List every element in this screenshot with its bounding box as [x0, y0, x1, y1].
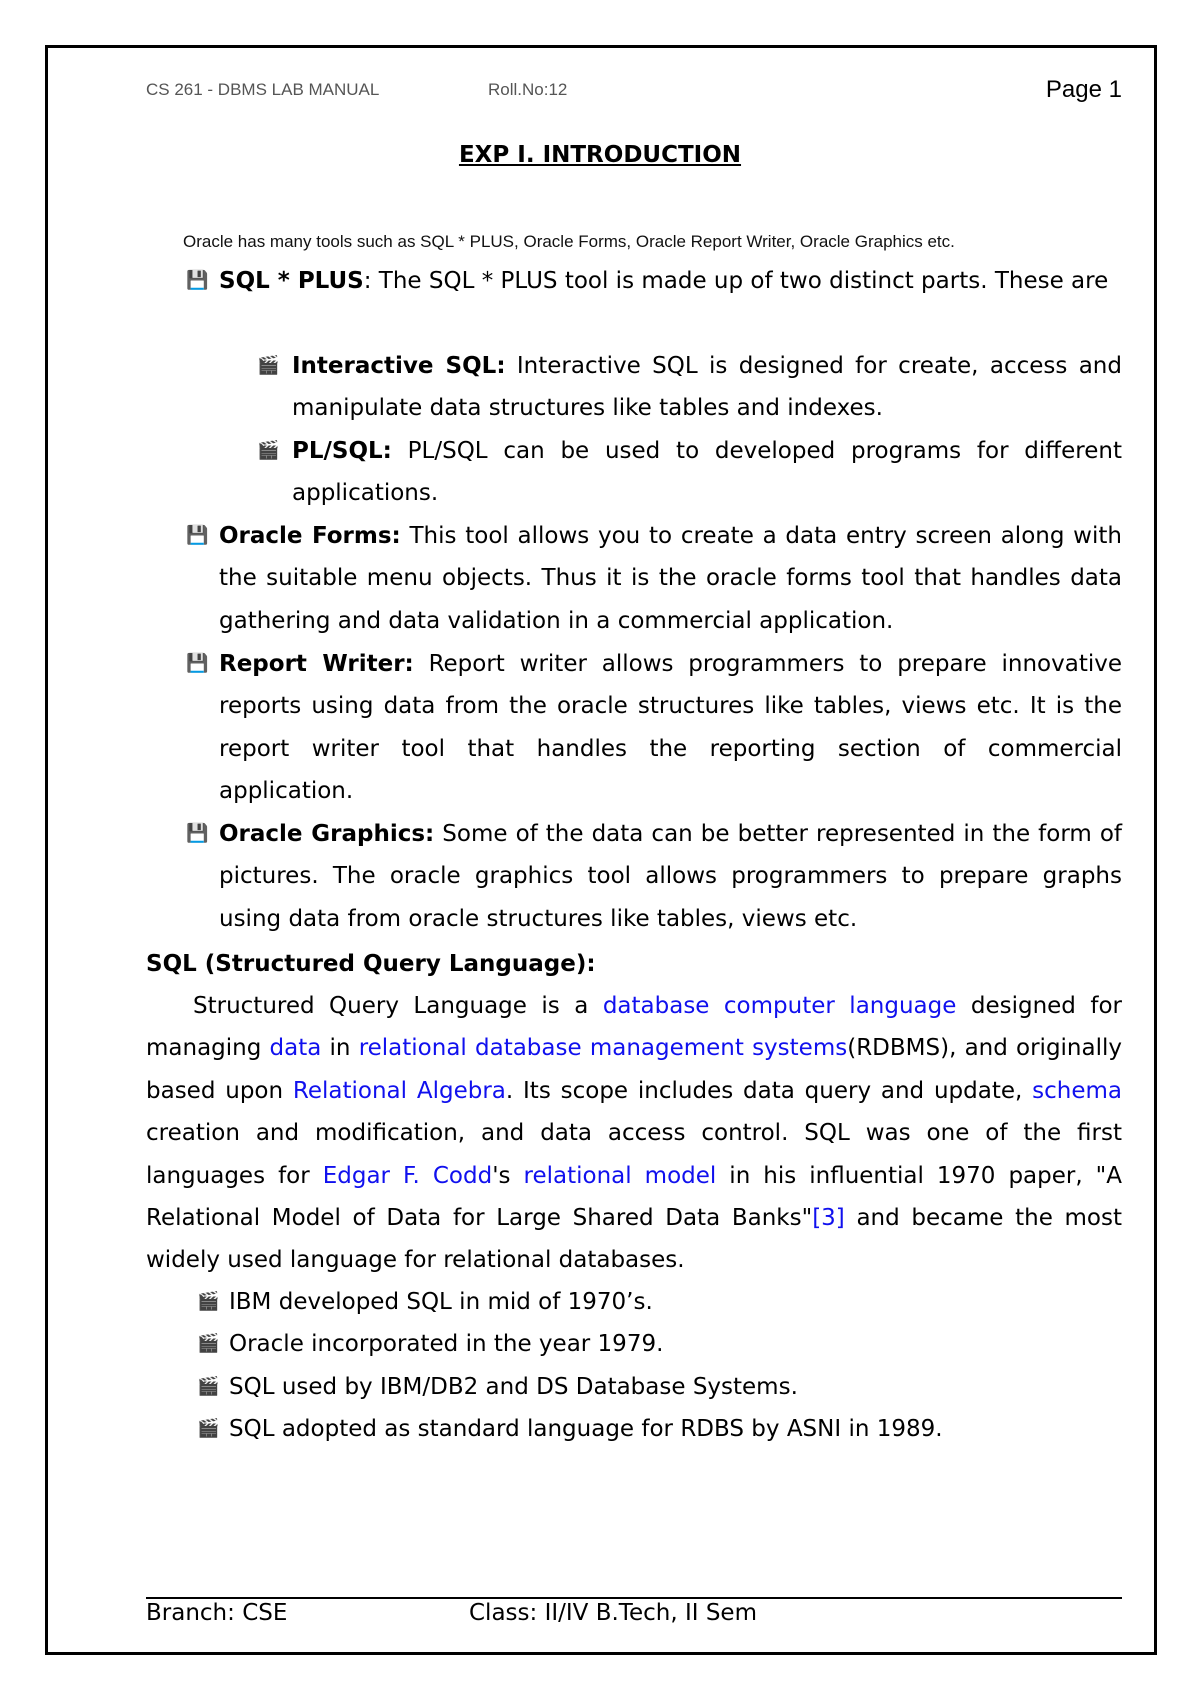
list-item-sql-plus — [219, 260, 1122, 302]
link-schema[interactable]: schema — [1032, 1077, 1123, 1104]
clapperboard-icon: 🎬 — [197, 1418, 220, 1439]
term: PL/SQL: — [292, 438, 392, 464]
link-data[interactable]: data — [269, 1035, 322, 1062]
floppy-disk-icon: 💾 — [186, 653, 209, 674]
list-item-oracle-graphics — [219, 813, 1122, 940]
list-item-interactive-sql — [292, 345, 1122, 430]
sql-paragraph — [146, 985, 1122, 1282]
text: designed for managing — [146, 993, 1122, 1062]
roll-number: Roll.No:12 — [488, 80, 568, 99]
clapperboard-icon: 🎬 — [257, 440, 280, 461]
clapperboard-icon: 🎬 — [197, 1291, 220, 1312]
text: in his influential 1970 paper, "A Relational Model of Data for Large Shared Data Banks" — [146, 1162, 1122, 1232]
list-item-plsql — [292, 430, 1122, 515]
list-item: IBM developed SQL in mid of 1970’s. — [229, 1289, 653, 1315]
section-heading — [146, 943, 1122, 985]
term: Oracle Graphics: — [219, 821, 435, 847]
list-item: Oracle incorporated in the year 1979. — [229, 1331, 664, 1357]
page-title: EXP I. INTRODUCTION — [458, 142, 742, 168]
description: : The SQL * PLUS tool is made up of two distinct parts. These are — [363, 268, 1109, 294]
floppy-disk-icon: 💾 — [186, 823, 209, 844]
term: SQL * PLUS — [219, 268, 364, 294]
link-citation[interactable]: [3] — [812, 1205, 845, 1232]
clapperboard-icon: 🎬 — [257, 355, 280, 376]
link-relational-algebra[interactable]: Relational Algebra — [292, 1077, 506, 1104]
term: Report Writer: — [219, 651, 414, 677]
page-header — [146, 76, 1122, 106]
page-number: Page 1 — [1045, 76, 1122, 103]
floppy-disk-icon: 💾 — [186, 525, 209, 546]
intro-text: Oracle has many tools such as SQL * PLUS, Oracle Forms, Oracle Report Writer, Oracle Graphics etc. — [183, 232, 955, 251]
class-label: Class: II/IV B.Tech, II Sem — [469, 1600, 757, 1626]
term: Oracle Forms: — [219, 523, 401, 549]
text: . Its scope includes data query and update, — [505, 1077, 1033, 1104]
list-item-report-writer — [219, 643, 1122, 813]
text: in — [321, 1035, 359, 1062]
link-database-computer-language[interactable]: database computer language — [602, 993, 957, 1019]
clapperboard-icon: 🎬 — [197, 1376, 220, 1397]
text: Structured Query Language is a — [193, 993, 603, 1019]
footer-divider — [146, 1597, 1122, 1599]
link-edgar-codd[interactable]: Edgar F. Codd — [322, 1162, 493, 1189]
text: and became the most widely used language for relational databases. — [146, 1205, 1122, 1274]
term: Interactive SQL: — [292, 353, 506, 379]
list-item: SQL adopted as standard language for RDBS by ASNI in 1989. — [229, 1416, 943, 1442]
text: 's — [492, 1162, 524, 1189]
description: Interactive SQL is designed for create, access and manipulate data structures like tables and indexes. — [292, 353, 1122, 422]
text: (RDBMS), and originally based upon — [146, 1035, 1122, 1104]
link-relational-model[interactable]: relational model — [523, 1162, 717, 1189]
list-item-oracle-forms — [219, 515, 1122, 642]
list-item: SQL used by IBM/DB2 and DS Database Systems. — [229, 1374, 798, 1400]
branch-label: Branch: CSE — [146, 1600, 288, 1626]
floppy-disk-icon: 💾 — [186, 270, 209, 291]
description: PL/SQL can be used to developed programs for different applications. — [292, 438, 1122, 507]
manual-title: CS 261 - DBMS LAB MANUAL — [146, 80, 380, 99]
description: Some of the data can be better represented in the form of pictures. The oracle graphics tool allows programmers to prepare graphs using data from oracle structures like tables, views etc. — [219, 821, 1122, 932]
description: Report writer allows programmers to prepare innovative reports using data from the oracle structures like tables, views etc. It is the report writer tool that handles the reporting section of commercial application. — [219, 651, 1122, 805]
text: creation and modification, and data access control. SQL was one of the first languages for — [146, 1120, 1122, 1189]
description: This tool allows you to create a data entry screen along with the suitable menu objects. Thus it is the oracle forms tool that handles data gathering and data validation in a commercial application. — [219, 523, 1122, 634]
clapperboard-icon: 🎬 — [197, 1333, 220, 1354]
sql-heading: SQL (Structured Query Language): — [146, 951, 596, 977]
link-rdbms[interactable]: relational database management systems — [358, 1035, 848, 1062]
